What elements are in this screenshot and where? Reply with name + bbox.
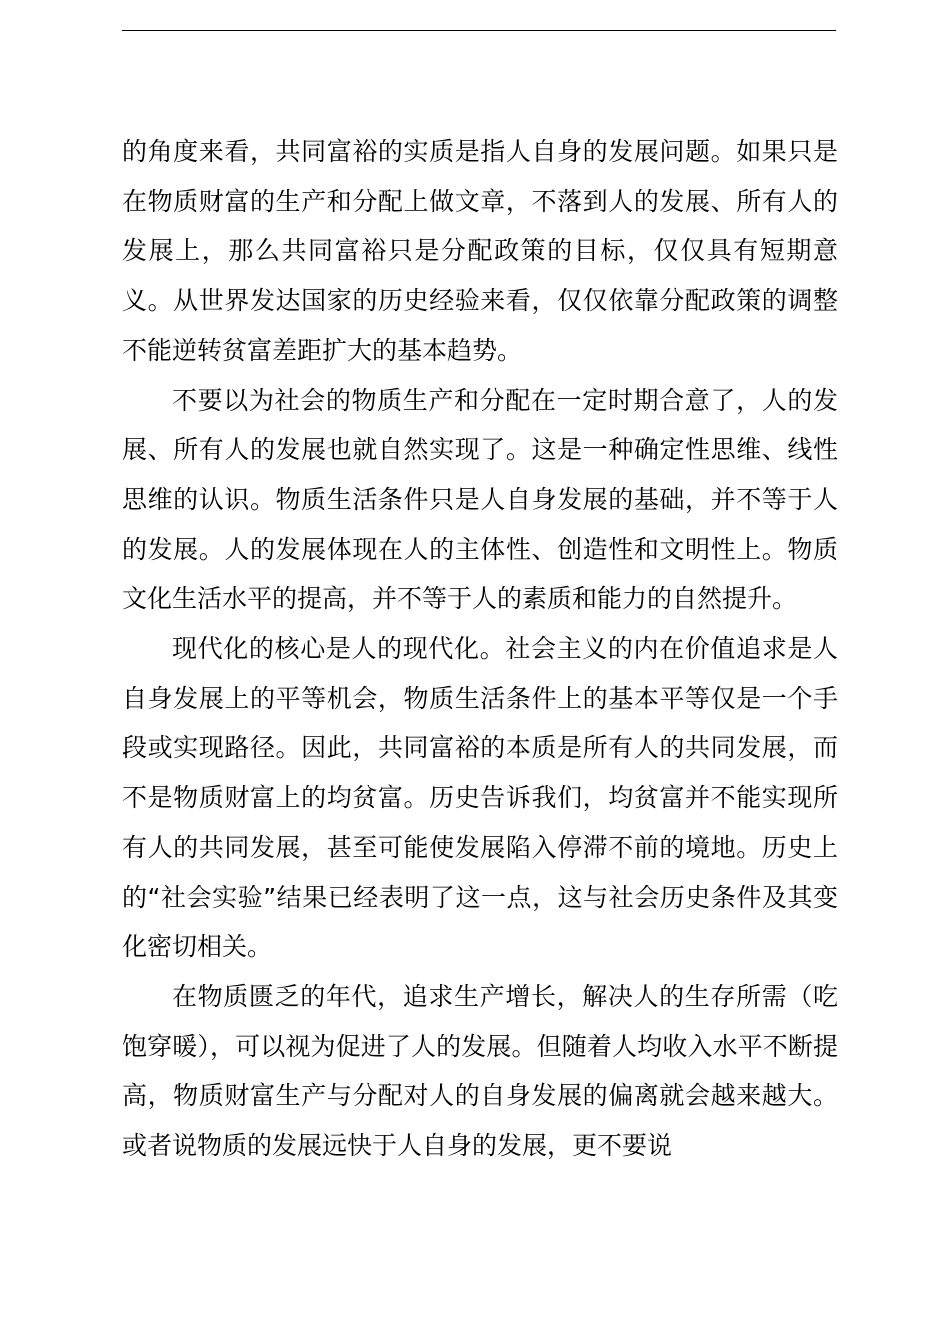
paragraph: 不要以为社会的物质生产和分配在一定时期合意了，人的发展、所有人的发展也就自然实现了。这是一种确定性思维、线性思维的认识。物质生活条件只是人自身发展的基础，并不等于人的发展。人的发展体现在人的主体性、创造性和文明性上。物质文化生活水平的提高，并不等于人的素质和能力的自然提升。: [122, 385, 838, 614]
paragraph: 在物质匮乏的年代，追求生产增长，解决人的生存所需（吃饱穿暖），可以视为促进了人的发展。但随着人均收入水平不断提高，物质财富生产与分配对人的自身发展的偏离就会越来越大。或者说物质的发展远快于人自身的发展，更不要说: [122, 981, 838, 1161]
body-text: [122, 127, 838, 1171]
paragraph: 现代化的核心是人的现代化。社会主义的内在价值追求是人自身发展上的平等机会，物质生活条件上的基本平等仅是一个手段或实现路径。因此，共同富裕的本质是所有人的共同发展，而不是物质财富上的均贫富。历史告诉我们，均贫富并不能实现所有人的共同发展，甚至可能使发展陷入停滞不前的境地。历史上的“社会实验”结果已经表明了这一点，这与社会历史条件及其变化密切相关。: [122, 634, 838, 962]
header-rule: [122, 30, 836, 31]
paragraph-continuation: 的角度来看，共同富裕的实质是指人自身的发展问题。如果只是在物质财富的生产和分配上做文章，不落到人的发展、所有人的发展上，那么共同富裕只是分配政策的目标，仅仅具有短期意义。从世界发达国家的历史经验来看，仅仅依靠分配政策的调整不能逆转贫富差距扩大的基本趋势。: [122, 137, 838, 365]
